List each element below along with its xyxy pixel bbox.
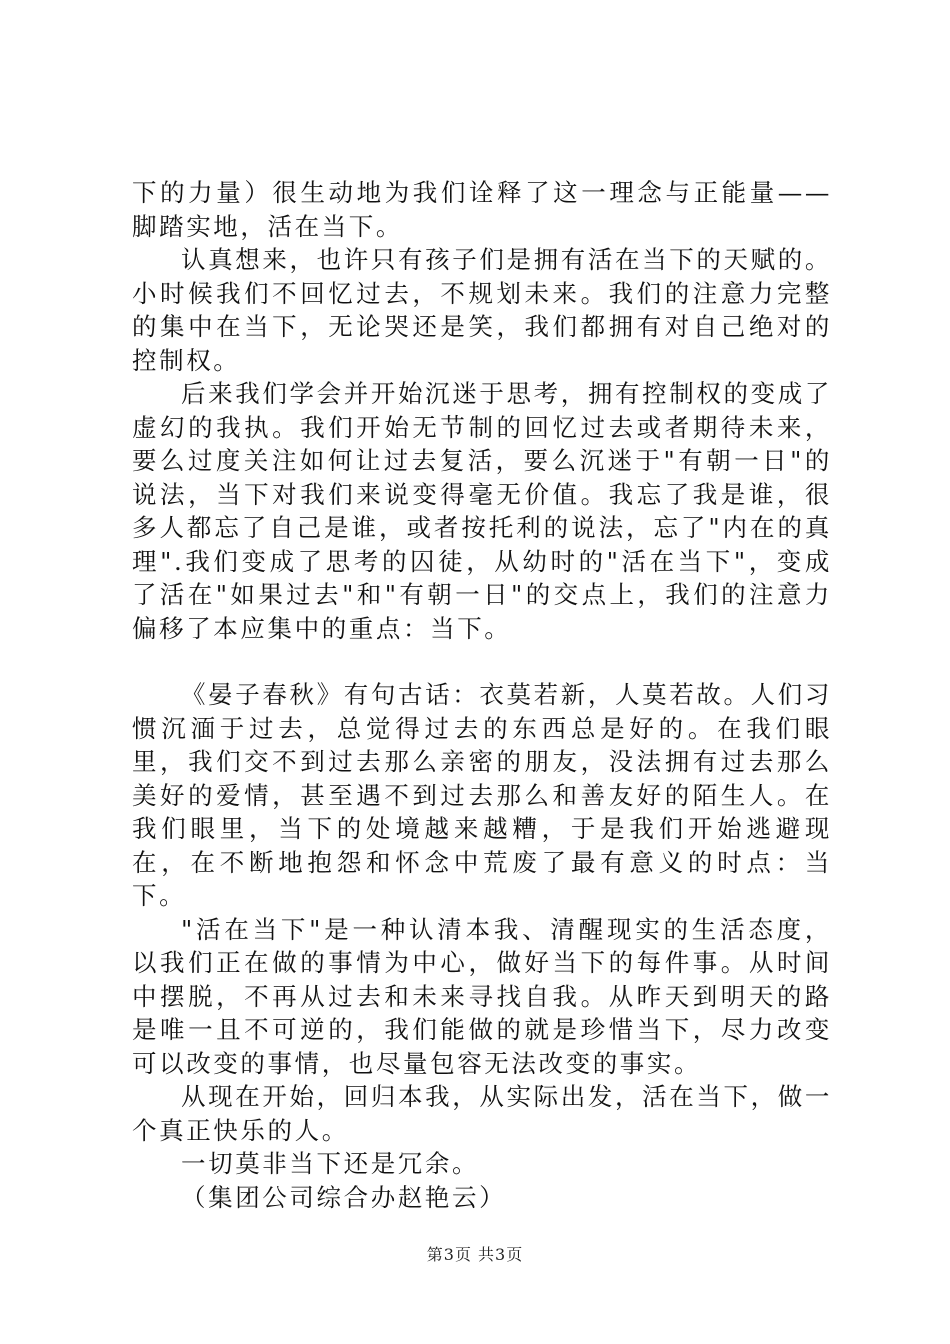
paragraph-gap (132, 645, 832, 678)
paragraph-live-present: "活在当下"是一种认清本我、清醒现实的生活态度，以我们正在做的事情为中心，做好当下的每件事。从时间中摆脱，不再从过去和未来寻找自我。从昨天到明天的路是唯一且不可逆的，我们能做的就是珍惜当下，尽力改变可以改变的事情，也尽量包容无法改变的事实。 (132, 914, 832, 1078)
paragraph-closing: 一切莫非当下还是冗余。 (181, 1149, 480, 1178)
author-signature: （集团公司综合办赵艳云） (181, 1182, 507, 1212)
paragraph-start-now: 从现在开始，回归本我，从实际出发，活在当下，做一个真正快乐的人。 (132, 1082, 832, 1145)
document-body (132, 176, 832, 1214)
paragraph-childhood: 认真想来，也许只有孩子们是拥有活在当下的天赋的。小时候我们不回忆过去，不规划未来。我们的注意力完整的集中在当下，无论哭还是笑，我们都拥有对自己绝对的控制权。 (132, 245, 832, 375)
paragraph-continued: 下的力量）很生动地为我们诠释了这一理念与正能量——脚踏实地，活在当下。 (132, 178, 832, 241)
paragraph-thinking: 后来我们学会并开始沉迷于思考，拥有控制权的变成了虚幻的我执。我们开始无节制的回忆过去或者期待未来，要么过度关注如何让过去复活，要么沉迷于"有朝一日"的说法，当下对我们来说变得毫无价值。我忘了我是谁，很多人都忘了自己是谁，或者按托利的说法，忘了"内在的真理".我们变成了思考的囚徒，从幼时的"活在当下"，变成了活在"如果过去"和"有朝一日"的交点上，我们的注意力偏移了本应集中的重点：当下。 (132, 379, 832, 643)
page-number-footer: 第3页 共3页 (426, 1245, 524, 1264)
paragraph-yanzi: 《晏子春秋》有句古话：衣莫若新，人莫若故。人们习惯沉湎于过去，总觉得过去的东西总是好的。在我们眼里，我们交不到过去那么亲密的朋友，没法拥有过去那么美好的爱情，甚至遇不到过去那么和善友好的陌生人。在我们眼里，当下的处境越来越糟，于是我们开始逃避现在，在不断地抱怨和怀念中荒废了最有意义的时点：当下。 (132, 680, 832, 910)
